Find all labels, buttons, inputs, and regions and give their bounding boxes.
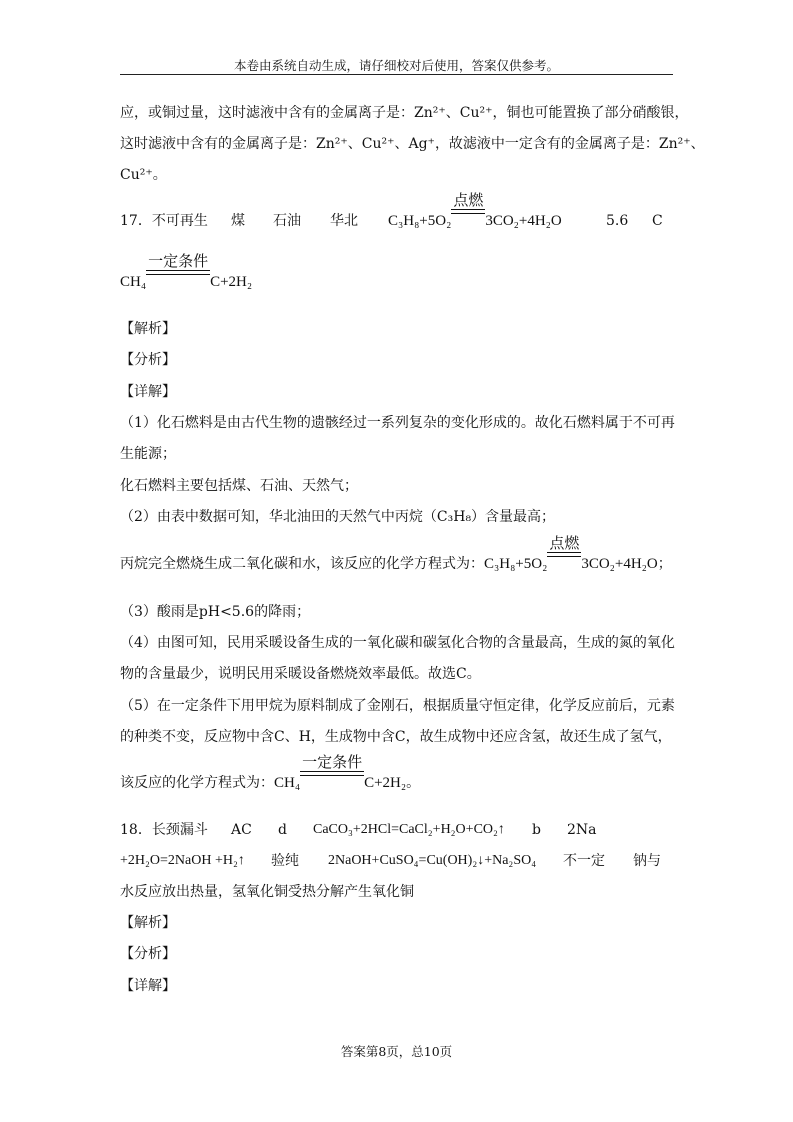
q18-jiexi: 【解析】 [120, 915, 176, 931]
q17-number: 17． [120, 213, 152, 229]
page-header: 本卷由系统自动生成，请仔细校对后使用，答案仅供参考。 [233, 58, 559, 73]
eq2-products: C+2H₂ [210, 274, 253, 290]
q18-answer-5: b [532, 822, 541, 838]
q17-p4b: 物的含量最少，说明民用采暖设备燃烧效率最低。故选C。 [120, 666, 481, 682]
q17-p2b: 丙烷完全燃烧生成二氧化碳和水，该反应的化学方程式为： [120, 556, 484, 572]
q18-answer-1: 长颈漏斗 [151, 822, 208, 838]
eq1-products: 3CO₂+4H₂O [485, 213, 562, 229]
q18-answer-6: 2Na [567, 822, 597, 838]
eq1-reactants: C₃H₈+5O₂ [388, 213, 452, 229]
q18-answer-8: 验纯 [271, 853, 299, 869]
eq1b-products: 3CO₂+4H₂O [581, 556, 658, 572]
q18-answer-10: 不一定 [563, 853, 605, 869]
eq1-arrow [451, 191, 485, 230]
eq2b-products: C+2H₂ [364, 775, 407, 791]
intro-line-2: 这时滤液中含有的金属离子是：Zn²⁺、Cu²⁺、Ag⁺，故滤液中一定含有的金属离子是：Zn²⁺、 [120, 136, 705, 152]
q17-answer-1: 不可再生 [151, 213, 208, 229]
q18-answer-11: 钠与 [633, 853, 661, 869]
q17-p3: （3）酸雨是pH<5.6的降雨； [120, 604, 311, 620]
q17-xiangjie: 【详解】 [120, 384, 176, 400]
q17-answer-row [120, 212, 208, 230]
q17-fenxi: 【分析】 [120, 352, 176, 368]
q17-p1c: 化石燃料主要包括煤、石油、天然气； [120, 478, 358, 494]
q17-answer-3: 石油 [273, 213, 301, 229]
q18-answer-3: d [278, 822, 287, 838]
q17-p5b: 的种类不变，反应物中含C、H，生成物中含C，故生成物中还应含氢，故还生成了氢气， [120, 729, 672, 745]
header-rule [120, 74, 673, 75]
eq1b-condition: 点燃 [549, 534, 580, 552]
q17-equation-2 [120, 252, 253, 291]
q18-xiangjie: 【详解】 [120, 978, 176, 994]
q17-p5c-end: 。 [406, 775, 421, 791]
eq2-condition: 一定条件 [148, 252, 209, 270]
eq1-condition: 点燃 [453, 191, 484, 209]
q17-answer-4: 华北 [330, 213, 358, 229]
intro-line-1: 应，或铜过量，这时滤液中含有的金属离子是：Zn²⁺、Cu²⁺，铜也可能置换了部分硝酸银， [120, 105, 689, 121]
q18-fenxi: 【分析】 [120, 946, 176, 962]
eq2b-arrow [300, 753, 364, 792]
eq1b-arrow [547, 534, 581, 573]
q18-row-1a [120, 821, 208, 839]
q17-p5a: （5）在一定条件下用甲烷为原料制成了金刚石，根据质量守恒定律，化学反应前后，元素 [120, 698, 675, 714]
q17-p5c-line [120, 753, 421, 792]
q18-answer-4: CaCO₃+2HCl=CaCl₂+H₂O+CO₂↑ [313, 822, 505, 837]
q18-number: 18． [120, 822, 152, 838]
q18-answer-7: +2H₂O=2NaOH +H₂↑ [120, 853, 245, 868]
q17-equation-1 [388, 191, 562, 230]
q18-answer-9: 2NaOH+CuSO₄=Cu(OH)₂↓+Na₂SO₄ [328, 853, 537, 868]
eq2-arrow [146, 252, 210, 291]
q17-p2b-line [120, 534, 672, 573]
q18-tail: 水反应放出热量，氢氧化铜受热分解产生氧化铜 [120, 884, 414, 900]
intro-line-3: Cu²⁺。 [120, 167, 167, 183]
q17-jiexi: 【解析】 [120, 321, 176, 337]
q17-answer-6: C [652, 213, 663, 229]
q17-answer-5: 5.6 [606, 213, 629, 229]
q18-answer-2: AC [231, 822, 252, 838]
q17-p2b-end: ； [657, 556, 672, 572]
eq2b-condition: 一定条件 [302, 753, 363, 771]
eq2-reactants: CH₄ [120, 274, 147, 290]
eq1b-reactants: C₃H₈+5O₂ [484, 556, 548, 572]
q17-answer-2: 煤 [231, 213, 245, 229]
q17-p4a: （4）由图可知，民用采暖设备生成的一氧化碳和碳氢化合物的含量最高，生成的氮的氧化 [120, 635, 675, 651]
page-footer: 答案第8页，总10页 [340, 1044, 453, 1059]
q17-p1a: （1）化石燃料是由古代生物的遗骸经过一系列复杂的变化形成的。故化石燃料属于不可再 [120, 415, 675, 431]
q17-p2a: （2）由表中数据可知，华北油田的天然气中丙烷（C₃H₈）含量最高； [120, 509, 556, 525]
eq2b-reactants: CH₄ [274, 775, 301, 791]
q17-p1b: 生能源； [120, 446, 176, 462]
q17-p5c: 该反应的化学方程式为： [120, 775, 274, 791]
